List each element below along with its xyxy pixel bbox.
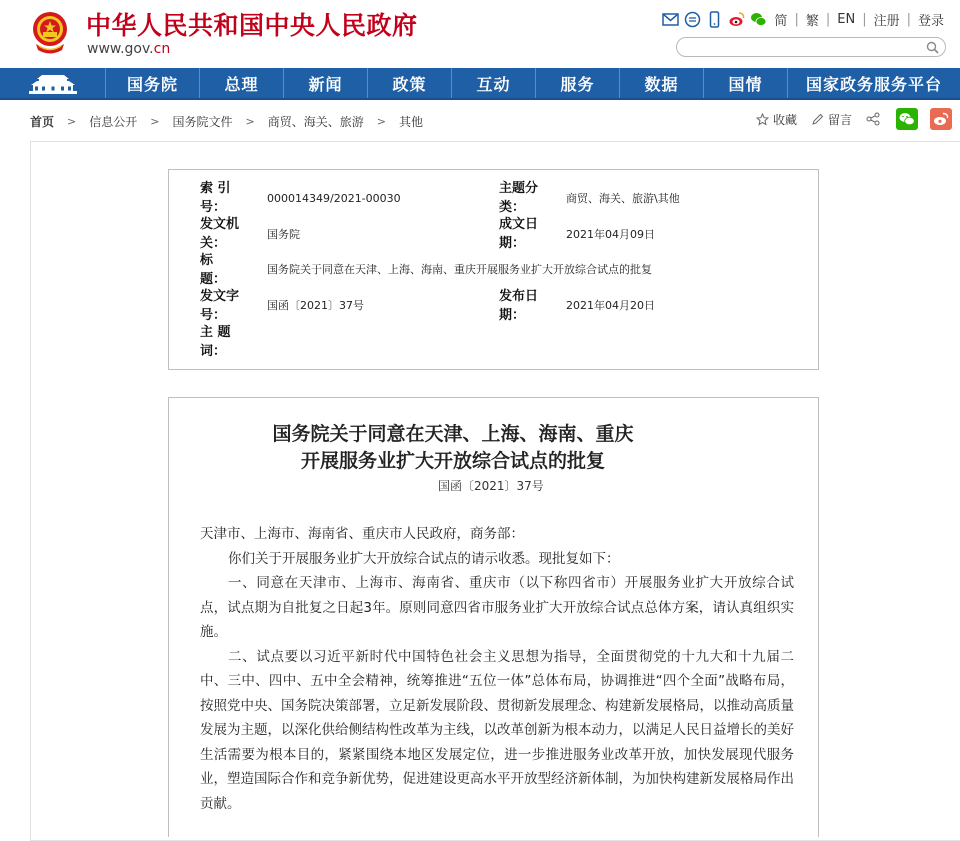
title-value: 国务院关于同意在天津、上海、海南、重庆开展服务业扩大开放综合试点的批复 <box>267 263 652 276</box>
breadcrumb-separator: > <box>150 114 160 128</box>
title-label: 标 题： <box>200 253 227 287</box>
issuer-value: 国务院 <box>267 228 300 241</box>
weibo-icon <box>933 112 949 126</box>
national-emblem-icon[interactable] <box>30 10 70 56</box>
traditional-link[interactable]: 繁 <box>805 14 819 29</box>
search-icon[interactable] <box>926 41 939 54</box>
keywords-label: 主 题 词： <box>200 325 231 359</box>
site-header <box>0 0 960 68</box>
breadcrumb-info-disclosure[interactable]: 信息公开 <box>89 114 138 129</box>
star-icon <box>756 113 769 126</box>
login-link[interactable]: 登录 <box>917 14 944 29</box>
domain-suffix: cn <box>153 41 171 57</box>
index-label: 索 引 号： <box>200 181 231 215</box>
docno-label: 发文字号： <box>200 289 240 323</box>
breadcrumb-separator: > <box>376 114 386 128</box>
separator: | <box>906 12 911 27</box>
docno-value: 国函〔2021〕37号 <box>267 299 364 312</box>
share-weibo-button[interactable] <box>930 108 952 130</box>
share-wechat-button[interactable] <box>896 108 918 130</box>
separator: | <box>862 12 867 27</box>
page-tools <box>742 108 952 130</box>
search-box <box>676 37 946 57</box>
paragraph-3: 二、试点要以习近平新时代中国特色社会主义思想为指导，全面贯彻党的十九大和十九届二中、三中、四中、五中全会精神，统筹推进“五位一体”总体布局，协调推进“四个全面”战略布局，按照党中央、国务院决策部署，立足新发展阶段、贯彻新发展理念、构建新发展格局，以推动高质量发展为主题，以深化供给侧结构性改革为主线，以改革创新为根本动力，以满足人民日益增长的美好生活需要为根本目的，紧紧围绕本地区发展定位，进一步推进服务业改革开放，加快发展现代服务业，塑造国际合作和竞争新优势，促进建设更高水平开放型经济新体制，为加快构建新发展格局作出贡献。 <box>200 648 794 812</box>
document-number: 国函〔2021〕37号 <box>438 479 544 493</box>
mail-icon[interactable] <box>662 11 679 28</box>
message-icon[interactable] <box>684 11 701 28</box>
category-label: 主题分类： <box>499 181 539 215</box>
issuer-label: 发文机关： <box>200 217 240 251</box>
main-nav <box>0 68 960 100</box>
share-icon <box>866 112 880 126</box>
category-value: 商贸、海关、旅游\其他 <box>566 192 680 205</box>
breadcrumb <box>0 102 960 140</box>
nav-premier[interactable]: 总理 <box>200 68 284 98</box>
pencil-icon <box>811 113 824 126</box>
paragraph-1: 你们关于开展服务业扩大开放综合试点的请示收悉。现批复如下： <box>228 550 620 567</box>
nav-interaction[interactable]: 互动 <box>452 68 536 98</box>
share-button[interactable] <box>866 112 884 126</box>
breadcrumb-home[interactable]: 首页 <box>30 114 55 129</box>
wechat-icon[interactable] <box>750 11 767 28</box>
breadcrumb-trade-customs-tourism[interactable]: 商贸、海关、旅游 <box>267 114 364 129</box>
breadcrumb-separator: > <box>245 114 255 128</box>
nav-data[interactable]: 数据 <box>620 68 704 98</box>
breadcrumb-separator: > <box>67 114 77 128</box>
published-date-value: 2021年04月20日 <box>566 299 655 312</box>
nav-news[interactable]: 新闻 <box>284 68 368 98</box>
domain-prefix: www.gov. <box>87 41 154 57</box>
addressee: 天津市、上海市、海南省、重庆市人民政府，商务部： <box>200 526 524 542</box>
paragraph-2: 一、同意在天津市、上海市、海南省、重庆市（以下称四省市）开展服务业扩大开放综合试点，试点期为自批复之日起3年。原则同意四省市服务业扩大开放综合试点总体方案，请认真组织实施。 <box>200 575 794 640</box>
top-links <box>662 10 946 29</box>
document-title-line1: 国务院关于同意在天津、上海、海南、重庆 <box>272 423 634 445</box>
tiananmen-home-icon[interactable] <box>25 71 81 95</box>
site-domain <box>87 41 170 57</box>
weibo-icon[interactable] <box>728 11 745 28</box>
register-link[interactable]: 注册 <box>873 14 900 29</box>
nav-gov-service-platform[interactable]: 国家政务服务平台 <box>805 74 942 94</box>
nav-state-council[interactable]: 国务院 <box>106 68 200 98</box>
breadcrumb-state-council-docs[interactable]: 国务院文件 <box>172 114 233 129</box>
favorite-button[interactable] <box>756 111 797 128</box>
site-title[interactable]: 中华人民共和国中央人民政府 <box>86 11 418 40</box>
english-link[interactable]: EN <box>837 12 856 27</box>
breadcrumb-other[interactable]: 其他 <box>398 114 423 129</box>
created-date-label: 成文日期： <box>499 217 539 251</box>
document-title-line2: 开展服务业扩大开放综合试点的批复 <box>300 450 605 472</box>
wechat-icon <box>899 112 915 126</box>
published-date-label: 发布日期： <box>499 289 539 323</box>
comment-button[interactable] <box>811 111 852 128</box>
nav-services[interactable]: 服务 <box>536 68 620 98</box>
nav-national-info[interactable]: 国情 <box>704 68 788 98</box>
simplified-link[interactable]: 简 <box>774 14 788 29</box>
document-text <box>200 522 794 816</box>
comment-label: 留言 <box>827 112 852 127</box>
separator: | <box>825 12 831 27</box>
index-value: 000014349/2021-00030 <box>267 192 401 205</box>
favorite-label: 收藏 <box>772 112 797 127</box>
document-metadata-table <box>168 169 819 370</box>
document-title <box>0 421 960 475</box>
nav-home[interactable] <box>0 68 106 98</box>
created-date-value: 2021年04月09日 <box>566 228 655 241</box>
nav-policy[interactable]: 政策 <box>368 68 452 98</box>
search-input[interactable] <box>687 40 925 58</box>
separator: | <box>794 12 799 27</box>
mobile-icon[interactable] <box>706 11 723 28</box>
